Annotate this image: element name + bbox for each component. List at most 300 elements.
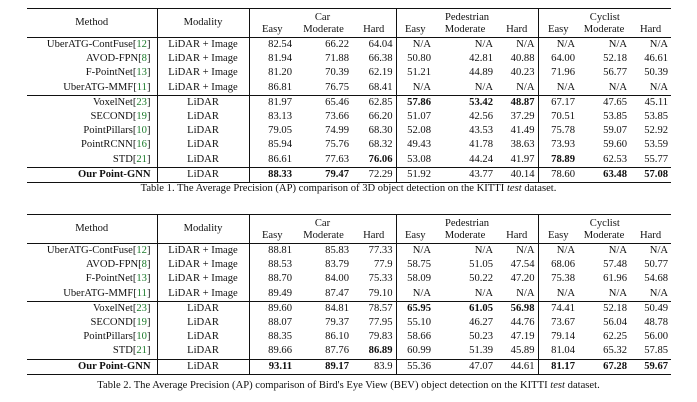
value-cell: N/A (538, 244, 578, 259)
modality-cell: LiDAR + Image (157, 66, 249, 80)
value-cell: 89.66 (249, 344, 295, 359)
value-cell: 49.43 (396, 138, 434, 152)
value-cell: N/A (474, 81, 493, 93)
method-cell (27, 138, 157, 152)
value-cell: 83.13 (249, 110, 295, 124)
header-easy: Easy (249, 230, 295, 244)
header-hard: Hard (630, 230, 671, 244)
method-name: VoxelNet (93, 96, 133, 108)
value-cell: 56.00 (644, 331, 669, 343)
value-cell: 48.78 (644, 317, 669, 329)
value-cell: 40.23 (510, 67, 535, 79)
value-cell: 47.20 (510, 273, 535, 285)
citation-link[interactable]: 13 (136, 67, 147, 79)
value-cell: 68.30 (368, 125, 393, 137)
header-easy: Easy (538, 230, 578, 244)
value-cell: 89.49 (249, 287, 295, 302)
method-name: F-PointNet (85, 67, 133, 79)
value-cell: 89.17 (295, 359, 352, 374)
modality-cell: LiDAR + Image (157, 52, 249, 66)
value-cell: 84.00 (325, 273, 349, 285)
value-cell: 44.76 (510, 317, 535, 329)
ref-bracket: [ (132, 245, 137, 257)
table-row (27, 330, 671, 344)
value-cell: 54.68 (644, 273, 669, 285)
value-cell: 78.60 (538, 167, 578, 182)
value-cell: 59.07 (603, 125, 628, 137)
value-cell: 58.66 (396, 330, 434, 344)
ref-bracket: [ (132, 139, 137, 151)
value-cell: 50.77 (644, 259, 669, 271)
ref-bracket: ] (146, 81, 151, 93)
citation-link[interactable]: 12 (136, 39, 147, 51)
value-cell: N/A (608, 245, 628, 257)
method-cell (27, 52, 157, 66)
ref-bracket: ] (146, 39, 151, 51)
value-cell: N/A (474, 39, 493, 51)
value-cell: 51.21 (396, 66, 434, 80)
value-cell: 86.89 (368, 345, 393, 357)
value-cell: 72.29 (352, 167, 396, 182)
modality-cell: LiDAR (157, 167, 249, 182)
value-cell: 47.07 (434, 359, 496, 374)
header-moderate: Moderate (295, 24, 352, 38)
header-easy: Easy (396, 24, 434, 38)
value-cell: 41.78 (469, 139, 493, 151)
value-cell: 60.99 (396, 344, 434, 359)
method-cell (27, 153, 157, 168)
value-cell: 53.85 (644, 111, 669, 123)
value-cell: 86.81 (249, 81, 295, 96)
ref-bracket: [ (132, 67, 137, 79)
header-car: Car (249, 9, 396, 25)
value-cell: 82.54 (249, 38, 295, 53)
value-cell: 67.17 (538, 95, 578, 110)
modality-cell: LiDAR (157, 138, 249, 152)
method-cell (27, 81, 157, 96)
citation-link[interactable]: 11 (136, 287, 147, 299)
citation-link[interactable]: 8 (141, 53, 147, 65)
modality-cell: LiDAR (157, 110, 249, 124)
value-cell: 89.60 (249, 301, 295, 316)
table-row (27, 138, 671, 152)
ref-bracket: [ (138, 259, 142, 271)
value-cell: 68.32 (368, 139, 393, 151)
table-body (27, 38, 671, 183)
modality-cell: LiDAR + Image (157, 258, 249, 272)
header-pedestrian: Pedestrian (396, 9, 538, 25)
modality-cell: LiDAR (157, 344, 249, 359)
table-bev-detection (27, 214, 671, 375)
citation-link[interactable]: 21 (136, 153, 147, 165)
ref-bracket: ] (146, 125, 151, 137)
value-cell: 75.38 (538, 272, 578, 286)
header-easy: Easy (249, 24, 295, 38)
value-cell: 51.05 (469, 259, 493, 271)
modality-cell: LiDAR + Image (157, 244, 249, 259)
caption-suffix: dataset. (524, 183, 557, 194)
ref-bracket: [ (132, 331, 137, 343)
value-cell: 68.41 (368, 81, 393, 93)
value-cell: N/A (538, 287, 578, 302)
value-cell: 70.39 (325, 67, 349, 79)
table-row (27, 38, 671, 53)
ref-bracket: [ (138, 53, 142, 65)
method-name: AVOD-FPN (85, 53, 139, 65)
citation-link[interactable]: 11 (136, 81, 147, 93)
value-cell: 88.33 (249, 167, 295, 182)
value-cell: 37.29 (510, 111, 535, 123)
modality-cell: LiDAR (157, 95, 249, 110)
value-cell: 64.04 (368, 39, 393, 51)
value-cell: 51.39 (469, 345, 493, 357)
method-cell (27, 316, 157, 330)
value-cell: 57.08 (630, 167, 671, 182)
header-moderate: Moderate (295, 230, 352, 244)
value-cell: 76.75 (325, 81, 349, 93)
table-row (27, 272, 671, 286)
header-hard: Hard (496, 230, 538, 244)
method-cell (27, 244, 157, 259)
value-cell: N/A (396, 244, 434, 259)
value-cell: N/A (516, 245, 535, 257)
method-cell (27, 359, 157, 374)
value-cell: 65.32 (603, 345, 628, 357)
modality-cell: LiDAR (157, 359, 249, 374)
modality-cell: LiDAR (157, 301, 249, 316)
value-cell: 83.79 (325, 259, 349, 271)
value-cell: 55.77 (644, 153, 669, 165)
table-2-caption (0, 380, 697, 391)
method-name: UberATG-ContFuse (46, 39, 133, 51)
value-cell: 73.66 (325, 111, 349, 123)
value-cell: 78.89 (538, 153, 578, 168)
method-cell (27, 344, 157, 359)
header-moderate: Moderate (578, 230, 630, 244)
value-cell: N/A (396, 287, 434, 302)
value-cell: 84.81 (295, 301, 352, 316)
value-cell: 44.61 (496, 359, 538, 374)
method-name: PointPillars (83, 125, 133, 137)
value-cell: N/A (516, 287, 535, 299)
value-cell: 81.04 (538, 344, 578, 359)
modality-cell: LiDAR + Image (157, 38, 249, 53)
ref-bracket: [ (133, 81, 137, 93)
method-name: AVOD-FPN (85, 259, 139, 271)
table-body (27, 244, 671, 375)
header-easy: Easy (538, 24, 578, 38)
value-cell: 93.11 (249, 359, 295, 374)
citation-link[interactable]: 12 (136, 245, 147, 257)
value-cell: N/A (396, 81, 434, 96)
header-cyclist: Cyclist (538, 215, 671, 231)
method-name: F-PointNet (85, 273, 133, 285)
value-cell: 87.47 (325, 287, 349, 299)
header-hard: Hard (630, 24, 671, 38)
header-modality: Modality (157, 215, 249, 244)
value-cell: 63.48 (578, 167, 630, 182)
ref-bracket: [ (132, 153, 137, 165)
method-name: PointRCNN (81, 139, 133, 151)
ref-bracket: ] (146, 53, 151, 65)
value-cell: N/A (608, 39, 628, 51)
value-cell: 52.08 (396, 124, 434, 138)
value-cell: N/A (649, 39, 669, 51)
value-cell: 66.38 (368, 53, 393, 65)
ref-bracket: [ (132, 302, 137, 314)
caption-text: Table 2. The Average Precision (AP) comparison of Bird's Eye View (BEV) object detection on the KITTI (97, 380, 548, 391)
ref-bracket: [ (132, 111, 137, 123)
value-cell: 51.92 (396, 167, 434, 182)
method-cell (27, 287, 157, 302)
value-cell: 73.67 (538, 316, 578, 330)
header-hard: Hard (352, 230, 396, 244)
value-cell: 71.88 (325, 53, 349, 65)
ref-bracket: ] (146, 302, 151, 314)
ref-bracket: [ (132, 317, 137, 329)
value-cell: 86.10 (325, 331, 349, 343)
value-cell: 57.86 (396, 95, 434, 110)
value-cell: 40.14 (496, 167, 538, 182)
table-row (27, 153, 671, 168)
value-cell: N/A (516, 81, 535, 93)
ref-bracket: ] (146, 345, 151, 357)
value-cell: 83.9 (352, 359, 396, 374)
method-cell (27, 272, 157, 286)
header-moderate: Moderate (434, 24, 496, 38)
value-cell: 45.89 (510, 345, 535, 357)
ref-bracket: [ (133, 287, 137, 299)
value-cell: 58.75 (396, 258, 434, 272)
value-cell: 77.63 (325, 153, 349, 165)
value-cell: 77.9 (373, 259, 393, 271)
value-cell: N/A (396, 38, 434, 53)
value-cell: 88.70 (249, 272, 295, 286)
header-car: Car (249, 215, 396, 231)
ref-bracket: ] (146, 331, 151, 343)
header-moderate: Moderate (578, 24, 630, 38)
value-cell: 51.07 (396, 110, 434, 124)
header-modality: Modality (157, 9, 249, 38)
citation-link[interactable]: 23 (136, 96, 147, 108)
value-cell: 55.10 (396, 316, 434, 330)
value-cell: 79.83 (368, 331, 393, 343)
value-cell: 62.85 (352, 95, 396, 110)
method-cell (27, 66, 157, 80)
table-row (27, 244, 671, 259)
value-cell: 75.33 (368, 273, 393, 285)
modality-cell: LiDAR (157, 330, 249, 344)
value-cell: 85.94 (249, 138, 295, 152)
value-cell: 50.22 (469, 273, 493, 285)
header-moderate: Moderate (434, 230, 496, 244)
ref-bracket: ] (146, 259, 151, 271)
value-cell: 74.41 (538, 301, 578, 316)
value-cell: 55.36 (396, 359, 434, 374)
value-cell: 62.19 (368, 67, 393, 79)
value-cell: 57.85 (644, 345, 669, 357)
table-row (27, 316, 671, 330)
value-cell: 77.95 (368, 317, 393, 329)
value-cell: 66.22 (325, 39, 349, 51)
value-cell: 81.17 (538, 359, 578, 374)
citation-link[interactable]: 19 (136, 317, 147, 329)
value-cell: 50.49 (630, 301, 671, 316)
value-cell: 65.46 (295, 95, 352, 110)
value-cell: 62.53 (603, 153, 628, 165)
table-row (27, 167, 671, 182)
ref-bracket: ] (146, 245, 151, 257)
value-cell: 62.25 (603, 331, 628, 343)
ref-bracket: ] (146, 317, 151, 329)
ref-bracket: [ (132, 273, 137, 285)
method-cell (27, 258, 157, 272)
citation-link[interactable]: 23 (136, 302, 147, 314)
value-cell: 73.93 (538, 138, 578, 152)
value-cell: 53.59 (644, 139, 669, 151)
value-cell: 50.80 (396, 52, 434, 66)
value-cell: 53.85 (603, 111, 628, 123)
table-row (27, 287, 671, 302)
value-cell: 52.18 (603, 53, 628, 65)
table-row (27, 124, 671, 138)
value-cell: 56.77 (603, 67, 628, 79)
ref-bracket: ] (146, 139, 151, 151)
value-cell: 79.10 (368, 287, 393, 299)
citation-link[interactable]: 21 (136, 345, 147, 357)
value-cell: 50.23 (469, 331, 493, 343)
value-cell: 47.54 (510, 259, 535, 271)
method-cell (27, 301, 157, 316)
ref-bracket: [ (132, 39, 137, 51)
table-1-caption (0, 183, 697, 194)
value-cell: 85.83 (325, 245, 349, 257)
value-cell: 79.47 (295, 167, 352, 182)
value-cell: 79.05 (249, 124, 295, 138)
value-cell: 78.57 (352, 301, 396, 316)
ref-bracket: ] (146, 287, 151, 299)
value-cell: 47.19 (510, 331, 535, 343)
value-cell: 59.67 (630, 359, 671, 374)
table-row (27, 95, 671, 110)
table-row (27, 81, 671, 96)
method-name: SECOND (90, 317, 133, 329)
modality-cell: LiDAR (157, 153, 249, 168)
value-cell: 41.49 (510, 125, 535, 137)
value-cell: N/A (538, 38, 578, 53)
ref-bracket: [ (132, 125, 137, 137)
table-row (27, 344, 671, 359)
value-cell: 56.04 (603, 317, 628, 329)
value-cell: 81.94 (249, 52, 295, 66)
method-name: STD (112, 153, 133, 165)
table-3d-detection (27, 8, 671, 183)
value-cell: 67.28 (578, 359, 630, 374)
header-hard: Hard (352, 24, 396, 38)
method-name: SECOND (90, 111, 133, 123)
value-cell: N/A (608, 81, 628, 93)
header-easy: Easy (396, 230, 434, 244)
value-cell: 57.48 (603, 259, 628, 271)
value-cell: 75.76 (325, 139, 349, 151)
method-name: UberATG-MMF (63, 81, 134, 93)
value-cell: 88.53 (249, 258, 295, 272)
value-cell: 44.89 (469, 67, 493, 79)
ref-bracket: ] (146, 111, 151, 123)
header-method: Method (27, 215, 157, 244)
value-cell: 79.37 (325, 317, 349, 329)
value-cell: 87.76 (325, 345, 349, 357)
value-cell: 88.81 (249, 244, 295, 259)
value-cell: 41.97 (510, 153, 535, 165)
value-cell: N/A (538, 81, 578, 96)
value-cell: N/A (649, 81, 669, 93)
caption-italic: test (506, 183, 522, 194)
citation-link[interactable]: 8 (141, 259, 147, 271)
table-row (27, 301, 671, 316)
value-cell: 77.33 (368, 245, 393, 257)
value-cell: 50.39 (644, 67, 669, 79)
value-cell: 43.77 (434, 167, 496, 182)
value-cell: 38.63 (510, 139, 535, 151)
value-cell: 81.20 (249, 66, 295, 80)
modality-cell: LiDAR (157, 124, 249, 138)
ref-bracket: [ (132, 345, 137, 357)
modality-cell: LiDAR + Image (157, 272, 249, 286)
method-cell (27, 330, 157, 344)
value-cell: 52.92 (644, 125, 669, 137)
value-cell: 47.65 (578, 95, 630, 110)
value-cell: 42.81 (469, 53, 493, 65)
method-cell (27, 95, 157, 110)
table-row (27, 52, 671, 66)
method-name: VoxelNet (93, 302, 133, 314)
value-cell: 64.00 (538, 52, 578, 66)
value-cell: N/A (474, 245, 493, 257)
modality-cell: LiDAR (157, 316, 249, 330)
value-cell: 61.05 (434, 301, 496, 316)
value-cell: 86.61 (249, 153, 295, 168)
citation-link[interactable]: 10 (136, 331, 147, 343)
citation-link[interactable]: 19 (136, 111, 147, 123)
citation-link[interactable]: 13 (136, 273, 147, 285)
ref-bracket: ] (146, 67, 151, 79)
value-cell: 76.06 (368, 153, 393, 165)
header-pedestrian: Pedestrian (396, 215, 538, 231)
value-cell: 53.08 (396, 153, 434, 168)
value-cell: 70.51 (538, 110, 578, 124)
value-cell: 45.11 (630, 95, 671, 110)
table-row (27, 359, 671, 374)
method-cell (27, 167, 157, 182)
citation-link[interactable]: 10 (136, 125, 147, 137)
value-cell: N/A (516, 39, 535, 51)
modality-cell: LiDAR + Image (157, 287, 249, 302)
value-cell: 88.07 (249, 316, 295, 330)
ref-bracket: [ (132, 96, 137, 108)
value-cell: 46.27 (469, 317, 493, 329)
method-name: UberATG-MMF (63, 287, 134, 299)
table-row (27, 110, 671, 124)
method-name: STD (112, 345, 133, 357)
method-cell (27, 38, 157, 53)
method-name: Our Point-GNN (78, 360, 151, 372)
value-cell: 56.98 (496, 301, 538, 316)
value-cell: 40.88 (510, 53, 535, 65)
citation-link[interactable]: 16 (136, 139, 147, 151)
value-cell: N/A (649, 245, 669, 257)
value-cell: 81.97 (249, 95, 295, 110)
